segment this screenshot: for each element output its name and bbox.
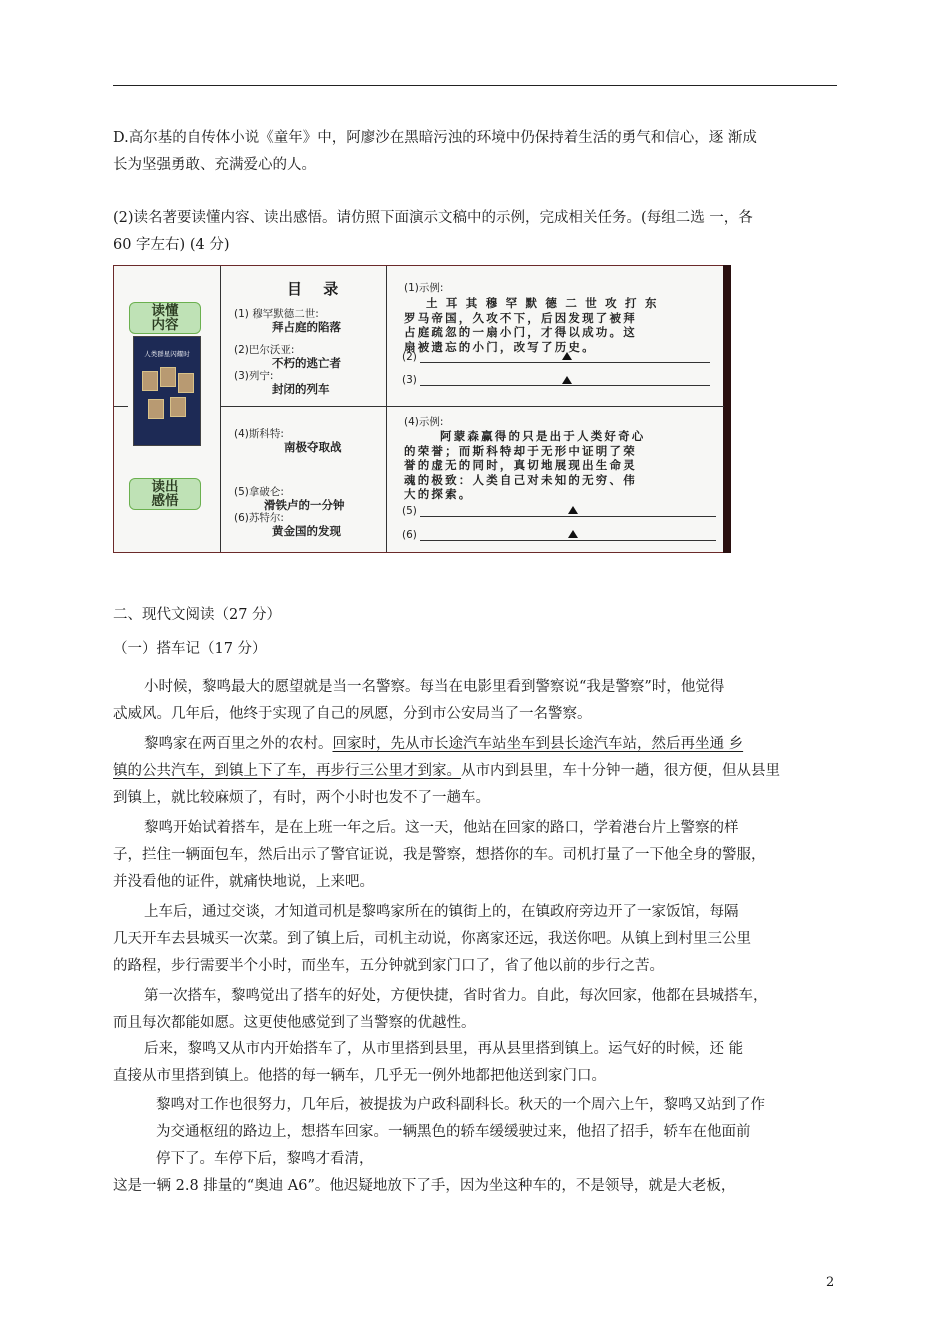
- example2-line: 阿蒙森赢得的只是出于人类好奇心: [440, 429, 646, 443]
- triangle-marker-icon: [562, 376, 572, 384]
- answer-blank: [420, 362, 710, 363]
- triangle-marker-icon: [568, 530, 578, 538]
- example1-line: 占庭疏忽的一扇小门，才得以成功。这: [404, 325, 637, 339]
- toc-item-label: (3)列宁:: [234, 370, 274, 382]
- header-rule: [113, 85, 837, 86]
- example2-line: 的荣誉；而斯科特却于无形中证明了荣: [404, 443, 637, 458]
- toc-item-label: (6)苏特尔:: [234, 512, 284, 524]
- example2-line: 誉的虚无的同时，真切地展现出生命灵: [404, 458, 637, 472]
- answer-blank: [420, 385, 710, 386]
- example2-line: 魂的极致：人类自己对未知的无穷、伟: [404, 472, 637, 487]
- toc-item-value: 封闭的列车: [272, 382, 330, 396]
- story-line: 黎鸣开始试着搭车，是在上班一年之后。这一天，他站在回家的路口，学着港台片上警察的样: [144, 820, 739, 836]
- question2-line2: 60 字左右) (4 分): [113, 237, 230, 253]
- story-line: 黎鸣家在两百里之外的农村。回家时，先从市长途汽车站坐车到县长途汽车站，然后再坐通 乡: [144, 736, 744, 752]
- blank-label: (2): [402, 351, 417, 363]
- toc-item-value: 不朽的逃亡者: [272, 356, 341, 370]
- answer-blank: [420, 516, 716, 517]
- subsection-heading: （一）搭车记（17 分）: [113, 641, 267, 657]
- example1-heading: (1)示例:: [404, 282, 444, 294]
- story-line: 镇的公共汽车，到镇上下了车，再步行三公里才到家。从市内到县里，车十分钟一趟，很方便，但从县里: [113, 763, 780, 779]
- example1-line: 扇被遗忘的小门，改写了历史。: [404, 339, 596, 354]
- example1-line: 土 耳 其 穆 罕 默 德 二 世 攻 打 东: [426, 296, 659, 310]
- toc-item-label: (2)巴尔沃亚:: [234, 344, 295, 356]
- slide-divider-left: [220, 266, 221, 552]
- toc-item-label: (1) 穆罕默德二世:: [234, 308, 319, 320]
- toc-item-value: 黄金国的发现: [272, 524, 341, 538]
- read-content-button: 读懂 内容: [129, 302, 201, 334]
- toc-item-value: 滑铁卢的一分钟: [264, 498, 345, 512]
- slide-divider-right: [386, 266, 387, 552]
- example2-heading: (4)示例:: [404, 416, 444, 428]
- blank-label: (3): [402, 374, 417, 386]
- underlined-text: 镇的公共汽车，到镇上下了车，再步行三公里才到家。: [113, 763, 461, 779]
- story-line: 子，拦住一辆面包车，然后出示了警官证说，我是警察，想搭你的车。司机打量了一下他全身的警服，: [113, 847, 766, 863]
- slide-edge: [723, 265, 731, 553]
- example1-line: 罗马帝国，久攻不下，后因发现了被拜: [404, 310, 637, 325]
- example2-line: 大的探索。: [404, 487, 473, 501]
- blank-label: (5): [402, 505, 417, 517]
- toc-item-label: (5)拿破仑:: [234, 486, 284, 498]
- story-line: 并没看他的证件，就痛快地说，上来吧。: [113, 874, 374, 890]
- story-line: 的路程，步行需要半个小时，而坐车，五分钟就到家门口了，省了他以前的步行之苦。: [113, 958, 664, 974]
- triangle-marker-icon: [562, 352, 572, 360]
- story-line: 第一次搭车，黎鸣觉出了搭车的好处，方便快捷，省时省力。自此，每次回家，他都在县城搭车，: [144, 988, 768, 1004]
- book-cover-image: 人类群星闪耀时: [133, 336, 201, 446]
- story-line: 忒威风。几年后，他终于实现了自己的夙愿，分到市公安局当了一名警察。: [113, 706, 592, 722]
- toc-item-label: (4)斯科特:: [234, 428, 284, 440]
- blank-label: (6): [402, 529, 417, 541]
- story-line: 黎鸣对工作也很努力，几年后，被提拔为户政科副科长。秋天的一个周六上午，黎鸣又站到了作: [156, 1097, 765, 1113]
- story-line: 上车后，通过交谈，才知道司机是黎鸣家所在的镇街上的，在镇政府旁边开了一家饭馆，每隔: [144, 904, 739, 920]
- toc-item-value: 南极夺取战: [284, 440, 342, 454]
- answer-blank: [420, 540, 716, 541]
- triangle-marker-icon: [568, 506, 578, 514]
- section-heading: 二、现代文阅读（27 分）: [113, 607, 282, 623]
- presentation-slide: [113, 265, 731, 553]
- question2-line1: (2)读名著要读懂内容、读出感悟。请仿照下面演示文稿中的示例，完成相关任务。(每组二选 一，各: [113, 210, 753, 226]
- toc-item-value: 拜占庭的陷落: [272, 320, 341, 334]
- option-d-line1: D.高尔基的自传体小说《童年》中，阿廖沙在黑暗污浊的环境中仍保持着生活的勇气和信心，逐 渐成: [113, 130, 757, 146]
- slide-title: 目 录: [287, 280, 347, 298]
- slide-divider-middle: [220, 406, 724, 407]
- story-line: 为交通枢纽的路边上，想搭车回家。一辆黑色的轿车缓缓驶过来，他招了招手，轿车在他面前: [156, 1124, 751, 1140]
- story-line: 停下了。车停下后，黎鸣才看清，: [156, 1151, 374, 1167]
- story-line: 几天开车去县城买一次菜。到了镇上后，司机主动说，你离家还远，我送你吧。从镇上到村里三公里: [113, 931, 751, 947]
- story-line: 小时候，黎鸣最大的愿望就是当一名警察。每当在电影里看到警察说“我是警察”时，他觉得: [144, 679, 725, 695]
- story-line: 后来，黎鸣又从市内开始搭车了，从市里搭到县里，再从县里搭到镇上。运气好的时候，还 能: [144, 1041, 744, 1057]
- story-line: 到镇上，就比较麻烦了，有时，两个小时也发不了一趟车。: [113, 790, 490, 806]
- story-line: 直接从市里搭到镇上。他搭的每一辆车，几乎无一例外地都把他送到家门口。: [113, 1068, 606, 1084]
- option-d-line2: 长为坚强勇敢、充满爱心的人。: [113, 157, 316, 173]
- underlined-text: 回家时，先从市长途汽车站坐车到县长途汽车站，然后再坐通 乡: [332, 736, 744, 752]
- story-line: 这是一辆 2.8 排量的“奥迪 A6”。他迟疑地放下了手，因为坐这种车的，不是领导，就是大老板，: [113, 1178, 736, 1194]
- read-insight-button: 读出 感悟: [129, 478, 201, 510]
- story-line: 而且每次都能如愿。这更使他感觉到了当警察的优越性。: [113, 1015, 476, 1031]
- page-number: 2: [826, 1275, 835, 1290]
